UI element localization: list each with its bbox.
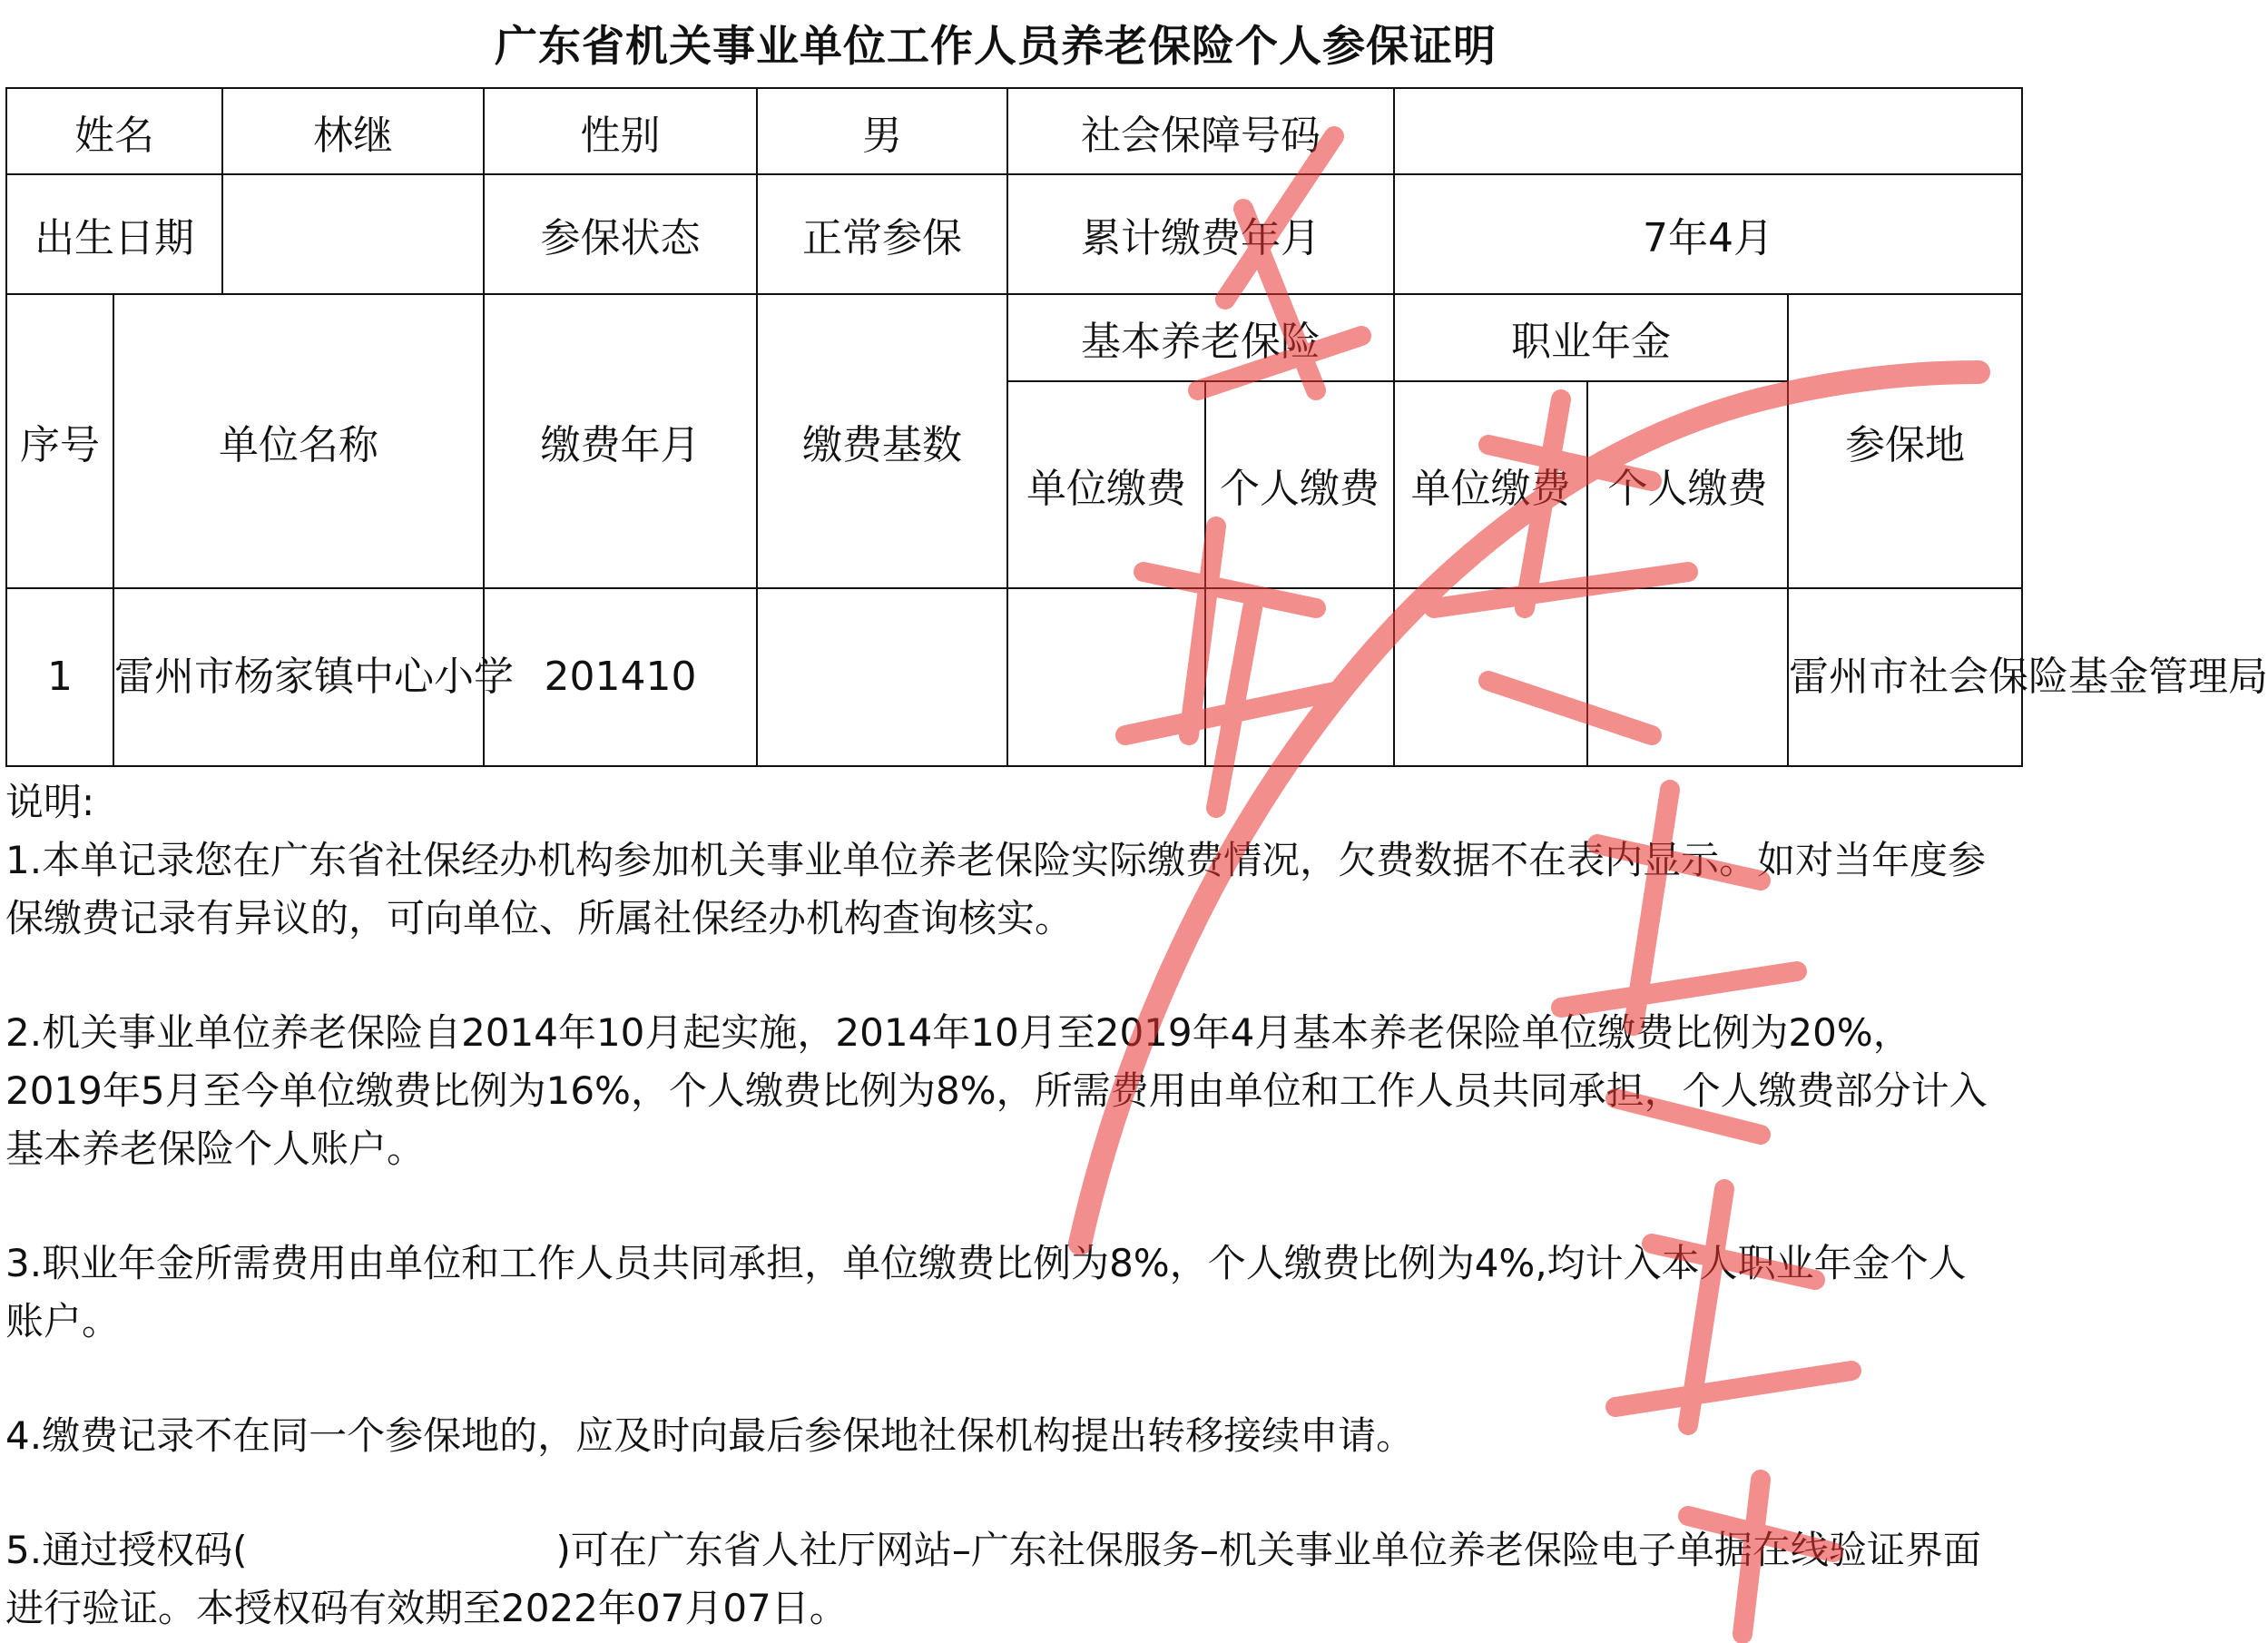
col-header-unit-name: 单位名称: [113, 294, 484, 588]
insurance-record-table: [5, 87, 2268, 767]
birth-label: 出生日期: [6, 174, 222, 294]
col-header-pay-base: 缴费基数: [757, 294, 1007, 588]
status-value: 正常参保: [757, 174, 1007, 294]
status-label: 参保状态: [484, 174, 757, 294]
page-title: 广东省机关事业单位工作人员养老保险个人参保证明: [495, 22, 1497, 72]
note-1: 1.本单记录您在广东省社保经办机构参加机关事业单位养老保险实际缴费情况，欠费数据不在表内显示。如对当年度参保缴费记录有异议的，可向单位、所属社保经办机构查询核实。: [5, 838, 1987, 940]
notes-heading: 说明:: [5, 780, 95, 824]
col-header-annuity-unit-pay: 单位缴费: [1394, 381, 1587, 588]
row-pay-month: 201410: [484, 588, 757, 766]
cumulative-label: 累计缴费年月: [1007, 174, 1394, 294]
row-basic-unit-pay: [1007, 588, 1205, 766]
row-unit-name: 雷州市杨家镇中心小学: [113, 588, 484, 766]
name-value: 林继: [222, 88, 484, 174]
col-header-pay-month: 缴费年月: [484, 294, 757, 588]
gender-label: 性别: [484, 88, 757, 174]
person-row-1: [6, 88, 2022, 174]
row-basic-personal-pay: [1205, 588, 1394, 766]
gender-value: 男: [757, 88, 1007, 174]
table-row: [6, 588, 2022, 766]
ssn-label: 社会保障号码: [1007, 88, 1394, 174]
note-4: 4.缴费记录不在同一个参保地的，应及时向最后参保地社保机构提出转移接续申请。: [5, 1413, 1415, 1458]
col-header-occupational-annuity: 职业年金: [1394, 294, 1788, 381]
row-place: 雷州市社会保险基金管理局: [1788, 588, 2022, 766]
col-header-basic-unit-pay: 单位缴费: [1007, 381, 1205, 588]
col-header-annuity-personal-pay: 个人缴费: [1587, 381, 1788, 588]
birth-value: [222, 174, 484, 294]
col-header-basic-pension: 基本养老保险: [1007, 294, 1394, 381]
row-annuity-unit-pay: [1394, 588, 1587, 766]
note-2: 2.机关事业单位养老保险自2014年10月起实施，2014年10月至2019年4月基本养老保险单位缴费比例为20%，2019年5月至今单位缴费比例为16%，个人缴费比例为8%，所需费用由单位和工作人员共同承担，个人缴费部分计入基本养老保险个人账户。: [5, 1010, 1988, 1171]
cumulative-value: 7年4月: [1394, 174, 2022, 294]
person-row-2: [6, 174, 2022, 294]
col-header-basic-personal-pay: 个人缴费: [1205, 381, 1394, 588]
row-seq: 1: [6, 588, 113, 766]
col-header-seq: 序号: [6, 294, 113, 588]
row-annuity-personal-pay: [1587, 588, 1788, 766]
name-label: 姓名: [6, 88, 222, 174]
notes-section: [5, 773, 1989, 1638]
ssn-value: [1394, 88, 2022, 174]
row-pay-base: [757, 588, 1007, 766]
header-row-1: [6, 294, 2022, 381]
note-3: 3.职业年金所需费用由单位和工作人员共同承担，单位缴费比例为8%，个人缴费比例为4%,均计入本人职业年金个人账户。: [5, 1241, 1967, 1343]
note-5: [5, 1521, 1989, 1638]
note-5-part-2: )可在广东省人社厅网站–广东社保服务–机关事业单位养老保险电子单据在线验证界面进行验证。本授权码有效期至2022年07月07日。: [5, 1528, 1981, 1630]
col-header-place: 参保地: [1788, 294, 2022, 588]
note-5-part-1: 5.通过授权码(: [5, 1528, 248, 1572]
